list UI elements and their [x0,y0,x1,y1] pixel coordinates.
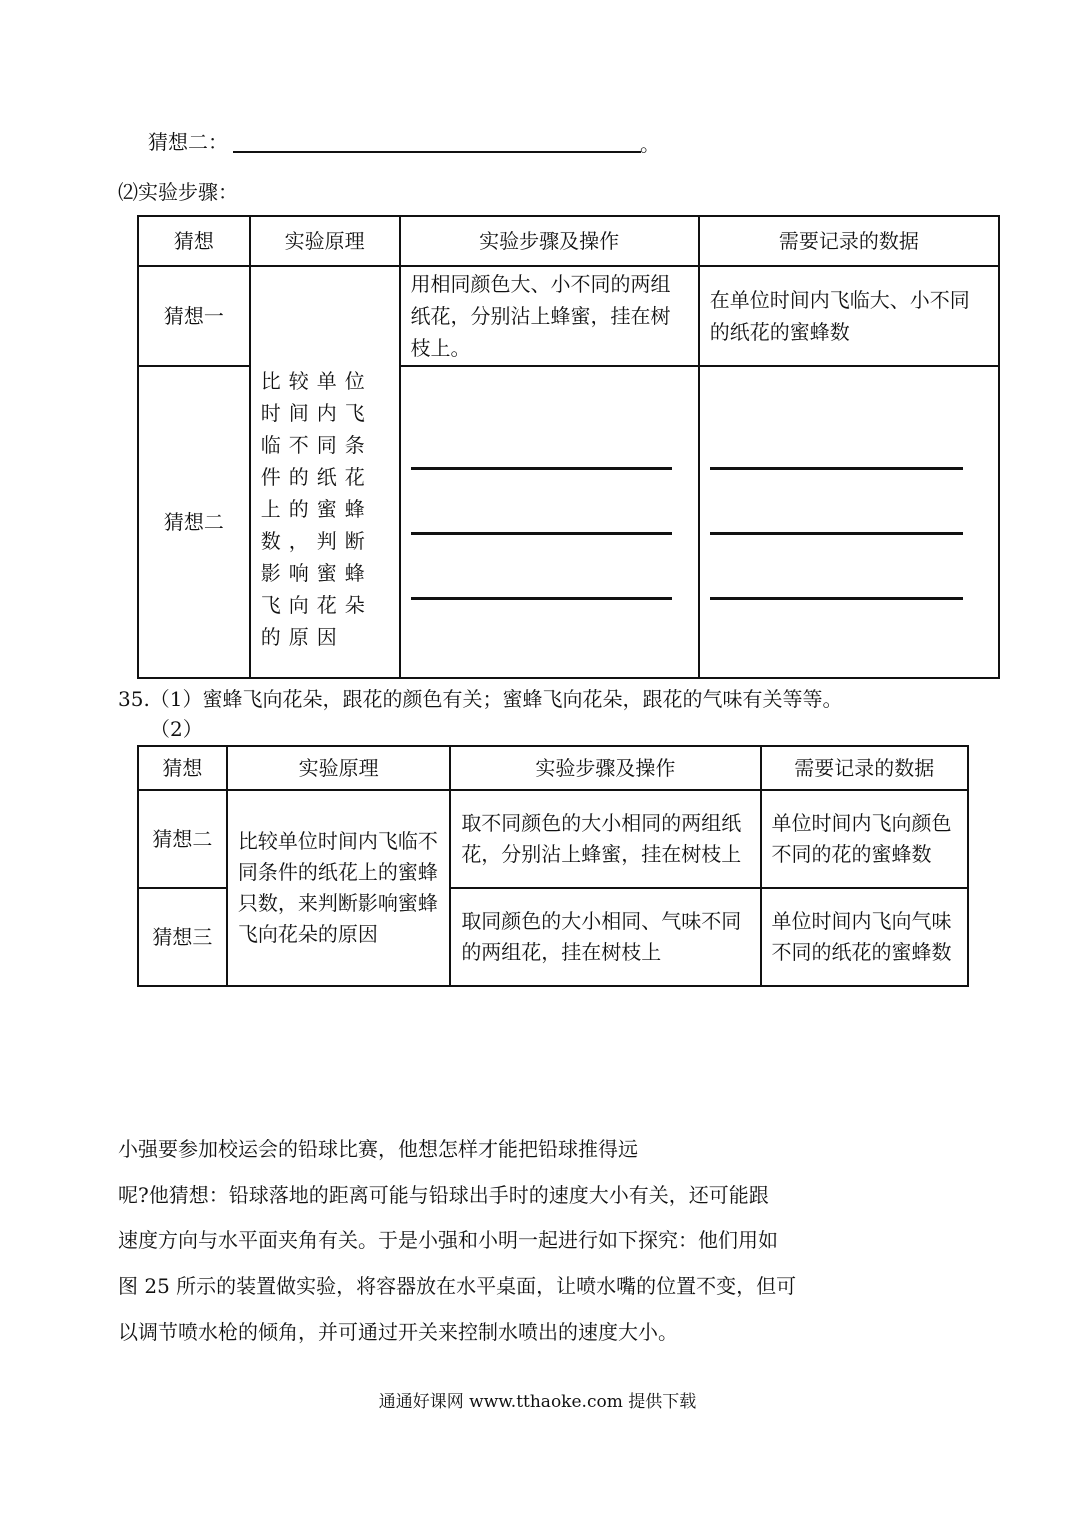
answer-line[interactable] [710,532,963,535]
answer-line-2: （2） [150,717,203,741]
header-steps: 实验步骤及操作 [400,216,699,266]
guess2-end: 。 [640,132,660,156]
steps-cell: 取同颜色的大小相同、气味不同的两组花，挂在树枝上 [450,888,760,986]
answer-line[interactable] [710,597,963,600]
table-row [138,790,968,888]
answer-line[interactable] [411,532,672,535]
header-guess: 猜想 [138,216,250,266]
header-guess: 猜想 [138,746,227,790]
data-cell: 单位时间内飞向颜色不同的花的蜜蜂数 [761,790,969,888]
answer-line[interactable] [411,597,672,600]
header-data: 需要记录的数据 [699,216,999,266]
guess2-label: 猜想二： [148,130,228,154]
principle-cell: 比较单位时间内飞临不同条件的纸花上的蜜蜂数，判断影响蜜蜂飞向花朵的原因 [250,266,400,678]
principle-cell: 比较单位时间内飞临不同条件的纸花上的蜜蜂只数，来判断影响蜜蜂飞向花朵的原因 [227,790,450,986]
row-guess: 猜想二 [138,790,227,888]
table-header-row [138,216,999,266]
data-answer-cell[interactable] [699,366,999,678]
paragraph-line: 呢?他猜想：铅球落地的距离可能与铅球出手时的速度大小有关，还可能跟 [118,1183,769,1207]
header-principle: 实验原理 [250,216,400,266]
table-row [138,266,999,366]
paragraph-line: 图 25 所示的装置做实验，将容器放在水平桌面，让喷水嘴的位置不变，但可 [118,1274,797,1298]
paragraph-line: 速度方向与水平面夹角有关。于是小强和小明一起进行如下探究：他们用如 [118,1228,778,1252]
experiment-table [137,215,1000,679]
row-guess: 猜想二 [138,366,250,678]
steps-heading: ⑵实验步骤： [118,180,238,204]
data-cell: 单位时间内飞向气味不同的纸花的蜜蜂数 [761,888,969,986]
answer-line[interactable] [710,467,963,470]
footer-text: 通通好课网 www.tthaoke.com 提供下载 [378,1392,697,1412]
paragraph-line: 小强要参加校运会的铅球比赛，他想怎样才能把铅球推得远 [118,1137,638,1161]
steps-cell: 取不同颜色的大小相同的两组纸花，分别沾上蜂蜜，挂在树枝上 [450,790,760,888]
header-principle: 实验原理 [227,746,450,790]
answer-table [137,745,969,987]
answer-line-1: 35.（1）蜜蜂飞向花朵，跟花的颜色有关；蜜蜂飞向花朵，跟花的气味有关等等。 [118,687,843,711]
paragraph-line: 以调节喷水枪的倾角，并可通过开关来控制水喷出的速度大小。 [118,1320,678,1344]
header-steps: 实验步骤及操作 [450,746,760,790]
row-guess: 猜想一 [138,266,250,366]
steps-answer-cell[interactable] [400,366,699,678]
answer-line[interactable] [411,467,672,470]
data-cell: 在单位时间内飞临大、小不同的纸花的蜜蜂数 [699,266,999,366]
steps-cell: 用相同颜色大、小不同的两组纸花，分别沾上蜂蜜，挂在树枝上。 [400,266,699,366]
row-guess: 猜想三 [138,888,227,986]
header-data: 需要记录的数据 [761,746,969,790]
table-header-row [138,746,968,790]
guess2-answer-blank[interactable] [233,151,641,153]
